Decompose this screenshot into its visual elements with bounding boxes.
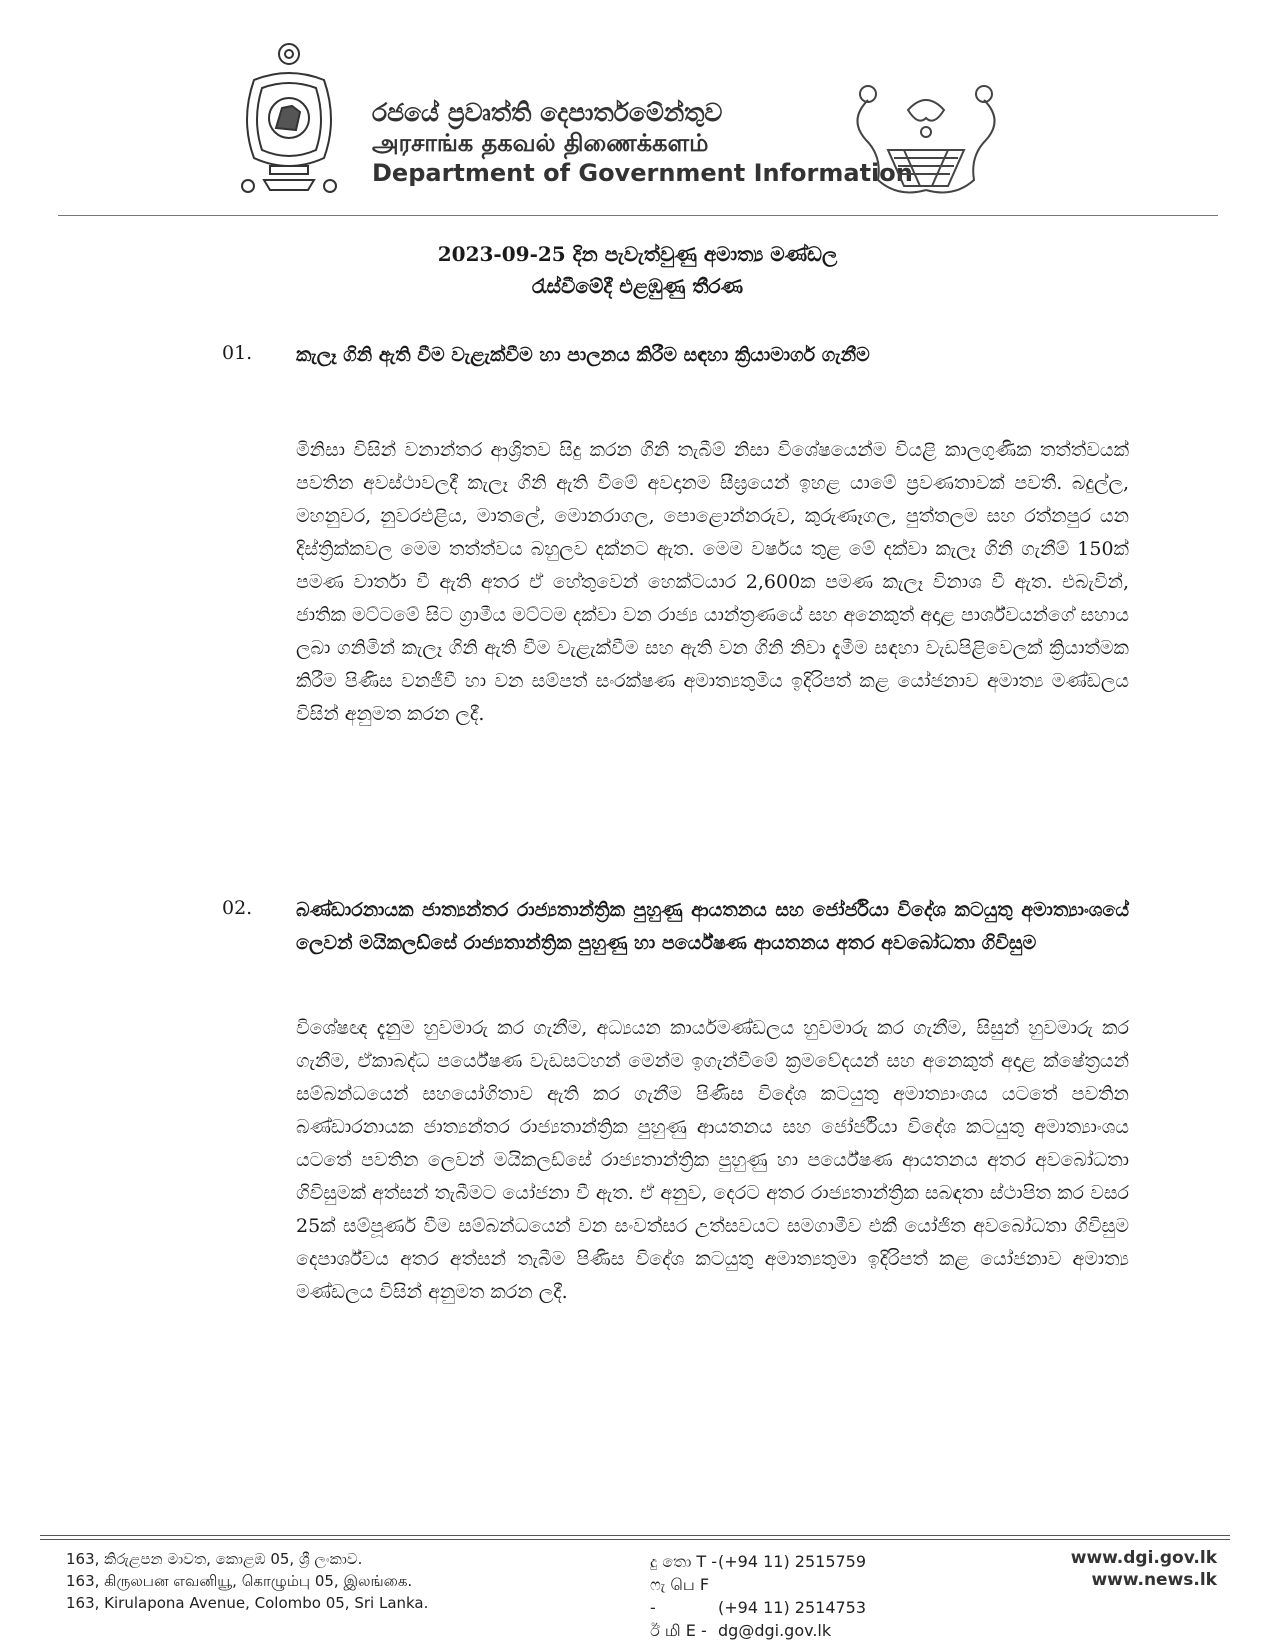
dept-name-tamil: அரசாங்க தகவல் திணைக்களம் — [372, 129, 709, 157]
address-english: 163, Kirulapona Avenue, Colombo 05, Sri Lanka. — [66, 1594, 429, 1612]
address-sinhala: 163, කිරුළපන මාවත, කොළඹ 05, ශ්‍රී ලංකාව. — [66, 1550, 363, 1568]
item-body: විශේෂඥ දැනුම හුවමාරු කර ගැනීම, අධ්‍යයන කාර්යමණ්ඩලය හුවමාරු කර ගැනීම, සිසුන් හුවමාරු කර ගැනීම, ඒකාබද්ධ පර්යේෂණ වැඩසටහන් මෙන්ම ඉගැන්වීමේ ක්‍රමවේදයන් සහ අනෙකුත් අදාළ ක්ෂේත්‍රයන් සම්බන්ධයෙන් සහයෝගිතාව ඇති කර ගැනීම පිණිස විදේශ කටයුතු අමාත්‍යාංශය යටතේ පවතින බණ්ඩාරනායක ජාත්‍යන්තර රාජ්‍යතාන්ත්‍රික පුහුණු ආයතනය සහ ජෝර්ජියා විදේශ කටයුතු අමාත්‍යාංශය යටතේ පවතින ලෙවන් මයිකලඩ්සේ රාජ්‍යතාන්ත්‍රික පුහුණු හා පර්යේෂණ ආයතනය අතර අවබෝධතා ගිවිසුමක් අත්සන් තැබීමට යෝජනා වී ඇත. ඒ අනුව, දෙරට අතර රාජ්‍යතාන්ත්‍රික සබඳතා ස්ථාපිත කර වසර 25ක් සම්පූර්ණ වීම සම්බන්ධයෙන් වන සංවත්සර උත්සවයට සමගාමීව එකී යෝජිත අවබෝධතා ගිවිසුම දෙපාර්ශ්වය අතර අත්සන් තැබීම පිණිස විදේශ කටයුතු අමාත්‍යතුමා ඉදිරිපත් කළ යෝජනාව අමාත්‍ය මණ්ඩලය විසින් අනුමත කරන ලදී. — [296, 1017, 1129, 1303]
email-label: ඊ மி E - — [650, 1621, 707, 1640]
address-tamil: 163, கிருலபன எவனியூ, கொழும்பு 05, இலங்கை. — [66, 1572, 413, 1590]
dept-name-english: Department of Government Information — [372, 159, 913, 187]
item-body: මිනිසා විසින් වනාන්තර ආශ්‍රිතව සිදු කරන ගිනි තැබීම් නිසා විශේෂයෙන්ම වියළි කාලගුණික තත්ත්වයක් පවතින අවස්ථාවලදී කැලෑ ගිනි ඇති වීමේ අවදානම සීඝ්‍රයෙන් ඉහළ යාමේ ප්‍රවණතාවක් පවතී. බදුල්ල, මහනුවර, නුවරඑළිය, මාතලේ, මොනරාගල, පොළොන්නරුව, කුරුණෑගල, පුත්තලම සහ රත්නපුර යන දිස්ත්‍රික්කවල මෙම තත්ත්වය බහුලව දක්නට ඇත. මෙම වර්ෂය තුළ මේ දක්වා කැලෑ ගිනි ගැනීම් 150ක් පමණ වාර්තා වී ඇති අතර ඒ හේතුවෙන් හෙක්ටයාර 2,600ක පමණ කැලෑ විනාශ වී ඇත. එබැවින්, ජාතික මට්ටමේ සිට ග්‍රාමීය මට්ටම දක්වා වන රාජ්‍ය යාන්ත්‍රණයේ සහ අනෙකුත් අදාළ පාර්ශ්වයන්ගේ සහාය ලබා ගනිමින් කැලෑ ගිනි ඇති වීම වැළැක්වීම සහ ඇති වන ගිනි නිවා දැමීම සඳහා වැඩපිළිවෙලක් ක්‍රියාත්මක කිරීම පිණිස වනජීවී හා වන සම්පත් සංරක්ෂණ අමාත්‍යතුමිය ඉදිරිපත් කළ යෝජනාව අමාත්‍ය මණ්ඩලය විසින් අනුමත කරන ලදී. — [296, 439, 1129, 725]
dept-name-sinhala: රජයේ ප්‍රවෘත්ති දෙපාර්තමේන්තුව — [372, 98, 723, 127]
phone-number: (+94 11) 2515759 — [718, 1552, 867, 1571]
phone-label: දු තො T - — [650, 1552, 718, 1571]
swan-motif-icon — [838, 70, 1014, 204]
item-number: 02. — [222, 897, 253, 919]
footer-address — [66, 1548, 428, 1614]
letterhead — [0, 0, 1275, 215]
item-title: බණ්ඩාරනායක ජාත්‍යන්තර රාජ්‍යතාන්ත්‍රික පුහුණු ආයතනය සහ ජෝර්ජියා විදේශ කටයුතු අමාත්‍යාංශයේ ලෙවන් මයිකලඩ්සේ රාජ්‍යතාන්ත්‍රික පුහුණු හා පර්යේෂණ ආයතනය අතර අවබෝධතා ගිවිසුම — [296, 899, 1129, 954]
sri-lanka-emblem-icon — [234, 40, 344, 198]
header-divider — [58, 215, 1218, 216]
fax-label: ෆැ பெ F - — [650, 1575, 710, 1617]
title-line-2: රැස්වීමේදී එළඹුණු තීරණ — [531, 274, 744, 298]
footer-divider — [40, 1535, 1230, 1536]
item-number: 01. — [222, 342, 253, 364]
footer-contact — [650, 1550, 866, 1642]
fax-number: (+94 11) 2514753 — [718, 1598, 867, 1617]
website-link-news[interactable]: www.news.lk — [1091, 1570, 1217, 1590]
document-title — [0, 238, 1275, 302]
footer-websites — [1071, 1547, 1217, 1591]
email-link[interactable]: dg@dgi.gov.lk — [718, 1621, 832, 1640]
title-line-1: 2023-09-25 දින පැවැත්වුණු අමාත්‍ය මණ්ඩල — [437, 242, 838, 266]
footer-divider-secondary — [40, 1539, 1230, 1540]
website-link-dgi[interactable]: www.dgi.gov.lk — [1070, 1548, 1217, 1568]
item-title: කැලෑ ගිනි ඇති වීම වැළැක්වීම හා පාලනය කිරීම සඳහා ක්‍රියාමාර්ග ගැනීම — [296, 344, 870, 366]
